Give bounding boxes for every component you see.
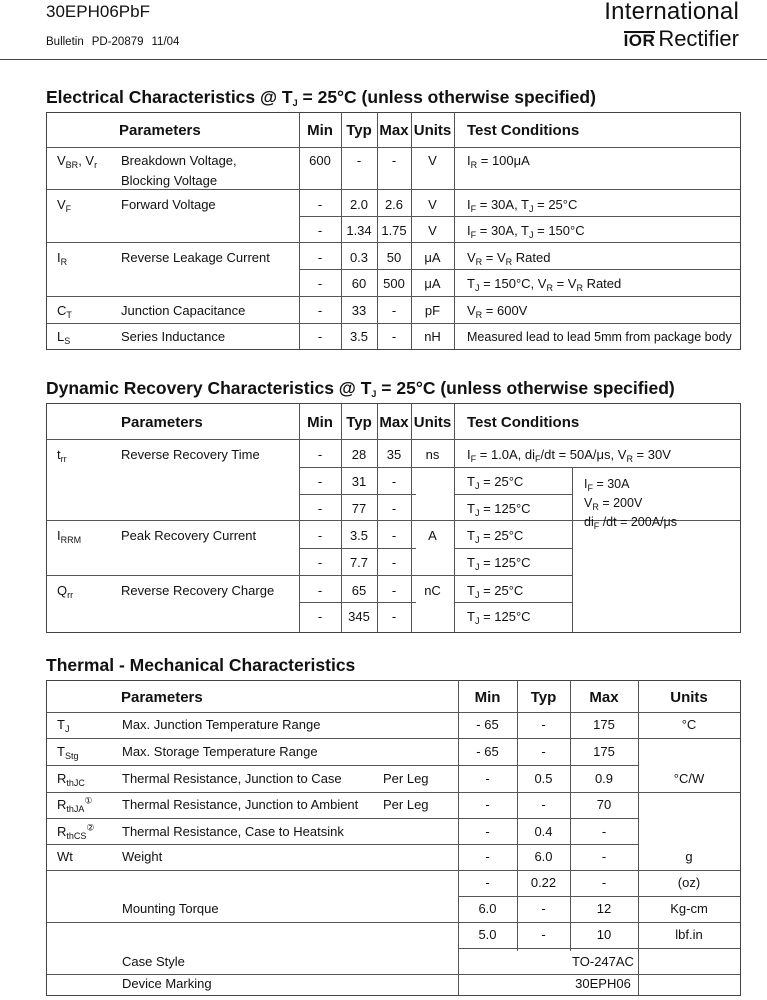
hdr-units: Units [670,689,708,706]
hdr-typ: Typ [346,414,372,431]
value-typ: - [541,717,546,732]
hdr-typ: Typ [530,689,557,706]
value-min: - [317,250,323,265]
test-condition: $T_J = 25^\circ C$ [467,583,524,600]
hdr-max: Max [589,689,619,706]
value-max: 175 [593,717,615,732]
value-unit: V [428,197,437,212]
value-max: - [391,609,397,624]
param-forward-voltage: Forward Voltage [121,197,216,212]
part-number: 30EPH06PbF [46,2,150,21]
value-typ: 31 [351,474,367,489]
value-typ: 1.34 [346,223,372,238]
param-device-marking: Device Marking [122,976,212,991]
value-max: - [391,583,397,598]
test-condition: $I_F = 30A$, $T_J = 25^\circ C$ [467,197,578,214]
side-condition-if: $I_F = 30A$ [584,477,630,493]
param-junction-capacitance: Junction Capacitance [121,303,246,318]
hdr-max: Max [379,414,409,431]
value-unit: ns [425,447,440,462]
value-unit: nC [424,583,441,598]
value-unit: pF [424,303,441,318]
symbol-irrm: $I_{RRM}$ [57,528,82,545]
value-unit: (oz) [677,875,701,890]
value-max: 0.9 [594,771,614,786]
param-mounting-torque: Mounting Torque [122,901,219,916]
value-min: - [317,474,323,489]
value-unit: V [428,223,437,238]
value-min: - [485,824,490,839]
value-unit: g [685,849,693,864]
value-typ: 0.5 [534,771,553,786]
param-blocking: Blocking Voltage [121,173,218,188]
value-min: - [317,555,323,570]
value-max: - [601,875,607,890]
value-min: - [317,528,323,543]
value-max: - [601,824,607,839]
value-typ: 7.7 [349,555,369,570]
bulletin-line [46,36,179,48]
value-typ: 3.5 [349,528,369,543]
value-max: 10 [596,927,612,942]
value-max: 175 [593,744,615,759]
value-unit: μA [424,276,441,291]
value-min: - [317,609,323,624]
value-min: 600 [309,153,331,168]
param-reverse-leakage: Reverse Leakage Current [121,250,270,265]
value-max: 12 [596,901,612,916]
symbol-ct: $C_T$ [57,303,72,320]
param-rth-junction-case: Thermal Resistance, Junction to Case [122,771,342,786]
param-storage-temp: Max. Storage Temperature Range [122,744,318,759]
value-min: - [485,797,490,812]
value-min: - [485,849,490,864]
param-rth-case-heatsink: Thermal Resistance, Case to Heatsink [122,824,344,839]
value-max: - [391,153,397,168]
symbol-wt: Wt [57,849,73,864]
bulletin-date: 11/04 [151,36,180,48]
value-unit: V [428,153,437,168]
test-condition: $V_R = V_R$ Rated [467,250,551,267]
test-condition: $I_F = 30A$, $T_J = 150^\circ C$ [467,223,585,240]
value-min: 6.0 [478,901,497,916]
value-typ: 6.0 [534,849,553,864]
param-rth-junction-ambient: Thermal Resistance, Junction to Ambient [122,797,359,812]
hdr-parameters: Parameters [121,689,203,706]
param-reverse-recovery-charge: Reverse Recovery Charge [121,583,275,598]
value-min: 5.0 [478,927,497,942]
value-typ: 33 [351,303,367,318]
value-unit: Kg-cm [670,901,708,916]
value-max: 1.75 [381,223,407,238]
value-typ: 0.4 [534,824,553,839]
footnote-1-icon: ① [84,795,93,806]
value-min: - [317,329,323,344]
dynamic-table [46,403,741,633]
thermal-table [46,680,741,996]
electrical-title: Electrical Characteristics @ $T_J = 25^\circ C$ (unless otherwise specified) [46,87,596,108]
symbol-rthjc: $R_{thJC}$ [57,771,85,788]
test-condition: $T_J = 150^\circ C$, $V_R = V_R$ Rated [467,276,622,293]
value-typ: - [356,153,362,168]
logo-ir [624,26,739,52]
value-min: - [317,223,323,238]
value-typ: 0.22 [530,875,557,890]
side-condition-vr: $V_R = 200V$ [584,496,643,512]
symbol-tj: $T_J$ [57,717,70,734]
test-condition: $V_R = 600V$ [467,303,528,320]
value-typ: - [541,901,546,916]
value-typ: 77 [351,501,367,516]
value-max: 35 [386,447,402,462]
hdr-min: Min [474,689,501,706]
test-condition: $T_J = 125^\circ C$ [467,501,531,518]
electrical-table [46,112,741,350]
test-condition: $I_R = 100\mu A$ [467,153,530,170]
symbol-rthja: $R_{thJA}^①$ [57,795,93,814]
value-typ: 28 [351,447,367,462]
value-min: - [485,875,490,890]
value-max: - [391,528,397,543]
param-breakdown: Breakdown Voltage, [121,153,237,168]
symbol-qrr: $Q_{rr}$ [57,583,74,600]
value-typ: 65 [351,583,367,598]
value-min: - [317,583,323,598]
value-max: 70 [596,797,612,812]
value-typ: - [541,797,546,812]
value-min: - [317,303,323,318]
value-typ: 345 [348,609,370,624]
side-condition-di: $di_F$ /dt = 200A/μs [584,515,677,531]
param-junction-temp: Max. Junction Temperature Range [122,717,321,732]
symbol-rthcs: $R_{thCS}^②$ [57,822,95,841]
test-condition: $T_J = 125^\circ C$ [467,555,531,572]
per-leg-note: Per Leg [383,771,429,786]
value-unit: °C/W [673,771,705,786]
logo-ior-mark: IOR [623,31,656,50]
device-marking-value: 30EPH06 [575,976,631,991]
test-condition: Measured lead to lead 5mm from package body [467,330,732,344]
value-unit: μA [424,250,441,265]
test-condition: $T_J = 25^\circ C$ [467,474,524,491]
param-peak-recovery-current: Peak Recovery Current [121,528,257,543]
value-max: - [391,329,397,344]
value-min: - 65 [476,744,499,759]
value-min: - [317,276,323,291]
header-rule [0,59,767,60]
value-max: - [391,501,397,516]
hdr-max: Max [379,122,409,139]
value-typ: - [541,744,546,759]
value-typ: 3.5 [349,329,369,344]
value-min: - [317,197,323,212]
bulletin-label: Bulletin [46,36,84,48]
dynamic-title: Dynamic Recovery Characteristics @ $T_J = 25^\circ C$ (unless otherwise specified) [46,378,675,399]
value-max: - [601,849,607,864]
value-unit: °C [681,717,697,732]
symbol-vbr: $V_{BR}$, $V_r$ [57,153,98,170]
symbol-tstg: $T_{Stg}$ [57,744,79,761]
test-condition: $T_J = 125^\circ C$ [467,609,531,626]
param-case-style: Case Style [122,954,185,969]
value-min: - [317,501,323,516]
value-max: - [391,474,397,489]
hdr-typ: Typ [346,122,372,139]
bulletin-number: PD-20879 [91,36,144,48]
test-condition: $T_J = 25^\circ C$ [467,528,524,545]
param-series-inductance: Series Inductance [121,329,226,344]
case-style-value: TO-247AC [572,954,634,969]
symbol-ir: $I_R$ [57,250,68,267]
value-unit: A [428,528,437,543]
hdr-units: Units [413,414,452,431]
symbol-vf: $V_F$ [57,197,72,214]
hdr-parameters: Parameters [121,414,203,431]
value-min: - 65 [476,717,499,732]
footnote-2-icon: ② [86,822,95,833]
value-max: - [391,303,397,318]
value-max: 2.6 [384,197,404,212]
hdr-min: Min [307,122,333,139]
param-reverse-recovery-time: Reverse Recovery Time [121,447,260,462]
value-unit: lbf.in [675,927,703,942]
hdr-units: Units [413,122,452,139]
value-typ: 60 [351,276,367,291]
value-typ: 2.0 [349,197,369,212]
hdr-test-conditions: Test Conditions [467,414,580,431]
value-max: 500 [383,276,405,291]
hdr-test-conditions: Test Conditions [467,122,580,139]
value-max: - [391,555,397,570]
logo-international: International [604,0,739,25]
hdr-min: Min [307,414,333,431]
logo-rectifier: Rectifier [658,26,739,51]
value-min: - [485,771,490,786]
value-typ: - [541,927,546,942]
hdr-parameters: Parameters [119,122,201,139]
thermal-title: Thermal - Mechanical Characteristics [46,655,356,675]
value-min: - [317,447,323,462]
symbol-ls: $L_S$ [57,329,71,346]
value-max: 50 [386,250,402,265]
param-weight: Weight [122,849,163,864]
symbol-trr: $t_{rr}$ [57,447,67,464]
test-condition: $I_F = 1.0A$, $di_F/dt = 50A/\mu s$, $V_R = 30V$ [467,447,671,464]
value-typ: 0.3 [349,250,369,265]
value-unit: nH [424,329,441,344]
per-leg-note: Per Leg [383,797,429,812]
